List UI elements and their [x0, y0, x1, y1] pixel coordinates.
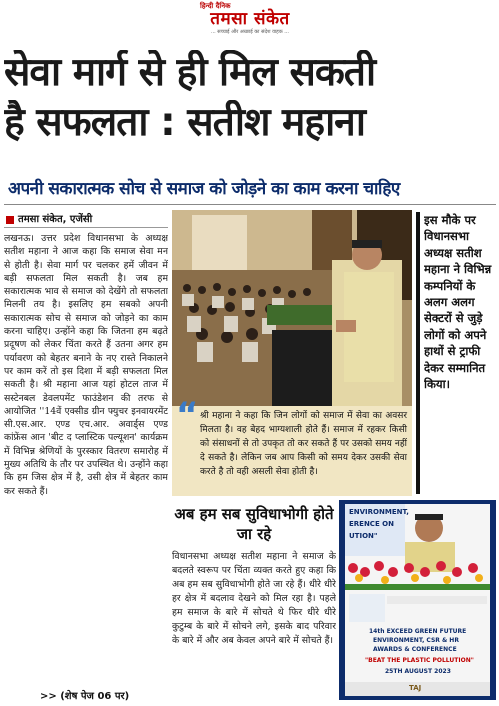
sidebar-rule	[416, 212, 420, 494]
taj-logo: TAJ	[409, 684, 422, 692]
headline-line-1: सेवा मार्ग से ही मिल सकती	[4, 50, 376, 95]
banner-text-top-1: ENVIRONMENT,	[349, 508, 409, 516]
headline-line-2: है सफलता : सतीश महाना	[4, 100, 365, 145]
photo-caption: श्री महाना ने कहा कि जिन लोगों को समाज में सेवा का अवसर मिलता है। वह बेहद भाग्यशाली होते हैं। समाज में रहकर किसी को संसाधनों से तो उपकृत तो कर सकते हैं पर उसको समय नहीं दे सकते है। लेकिन जब आप किसी को समय देकर उसकी सेवा करते है तो वही असली सेवा होती है।	[172, 406, 412, 496]
masthead-tagline: ... सच्चाई और अच्छाई का संदेश वाहक ...	[210, 29, 290, 35]
masthead-pre: हिन्दी दैनिक	[200, 2, 231, 10]
sidebar-text: इस मौके पर विधानसभा अध्यक्ष सतीश महाना ने विभिन्न कम्पनियों के अलग अलग सेक्टरों से जुड़े लोगों को अपने हाथों से ट्राफी देकर सम्मानित किया।	[424, 213, 492, 392]
article-body-mid: विधानसभा अध्यक्ष सतीश महाना ने समाज के बदलते स्वरूप पर चिंता व्यक्त करते हुए कहा कि अब हम सब सुविधाभोगी होते जा रहे हैं। धीरे धीरे हर क्षेत्र में बदलाव देखने को मिल रहा है। पहले हम समाज के बारे में सोचते थे फिर धीरे धीरे कुटुम्ब के बारे में सोचने लगे, इसके बाद परिवार के बारे में और अब केवल अपने बारे में सोचते हैं।	[172, 551, 336, 646]
banner-event-line-2: ENVIRONMENT, CSR & HR	[373, 637, 459, 644]
masthead-name: तमसा संकेत	[210, 9, 290, 29]
banner-event-line-1: 14th EXCEED GREEN FUTURE	[369, 628, 467, 635]
masthead	[150, 2, 350, 38]
quote-icon: “	[176, 395, 199, 435]
banner-text-top-2: ERENCE ON	[349, 520, 394, 528]
subheadline-2: अब हम सब सुविधाभोगी होते जा रहे	[174, 505, 334, 543]
subheadline: अपनी सकारात्मक सोच से समाज को जोड़ने का काम करना चाहिए	[8, 179, 400, 199]
conference-photo	[172, 210, 412, 406]
article-body-left: लखनऊ। उत्तर प्रदेश विधानसभा के अध्यक्ष सतीश महाना ने आज कहा कि समाज सेवा मन से होती है। सेवा मार्ग पर चलकर हमें जीवन में बड़ी सफलता मिल सकती है। जब हम सकारात्मक भाव से समाज को देखेंगे तो सफलता मिलनी तय है। इसलिए हम सबको अपनी सकारात्मक सोच से समाज को जोड़ने का काम करना चाहिए। उन्होंने कहा कि जितना हम बढ़ते प्रदूषण को लेकर चिंता करते हैं उतना अगर हम पर्यावरण को बेहतर बनाने के नए रास्ते निकालने पर काम करें तो इस दिशा में बड़ी सफलता मिल सकती है। श्री महाना आज यहां होटल ताज में सस्टेनबल डेवलपमेंट फाउंडेशन की तरफ से आयोजित ''14वें एक्सीड ग्रीन फ्युचर इनवायरमेंट सी.एस.आर. एण्ड एच.आर. अवार्ड्स एण्ड कांफ्रेंस आन 'बीट द प्लास्टिक पल्यूशन' कार्यक्रम में विभिन्न श्रेणियों के पुरस्कार वितरण समारोह में मुख्य अतिथि के तौर पर उपस्थित थे। उन्होंने कहा कि हम जिस क्षेत्र में है, उसी क्षेत्र में बेहतर काम कर सकते हैं।	[4, 233, 168, 497]
banner-date: 25TH AUGUST 2023	[385, 668, 451, 675]
banner-theme: "BEAT THE PLASTIC POLLUTION"	[365, 657, 474, 664]
event-photo	[339, 500, 496, 700]
continued-note: >> (शेष पेज 06 पर)	[40, 691, 130, 702]
byline: तमसा संकेत, एजेंसी	[4, 212, 168, 228]
divider	[4, 204, 496, 205]
banner-text-top-3: UTION"	[349, 532, 378, 540]
banner-event-line-3: AWARDS & CONFERENCE	[373, 646, 457, 653]
